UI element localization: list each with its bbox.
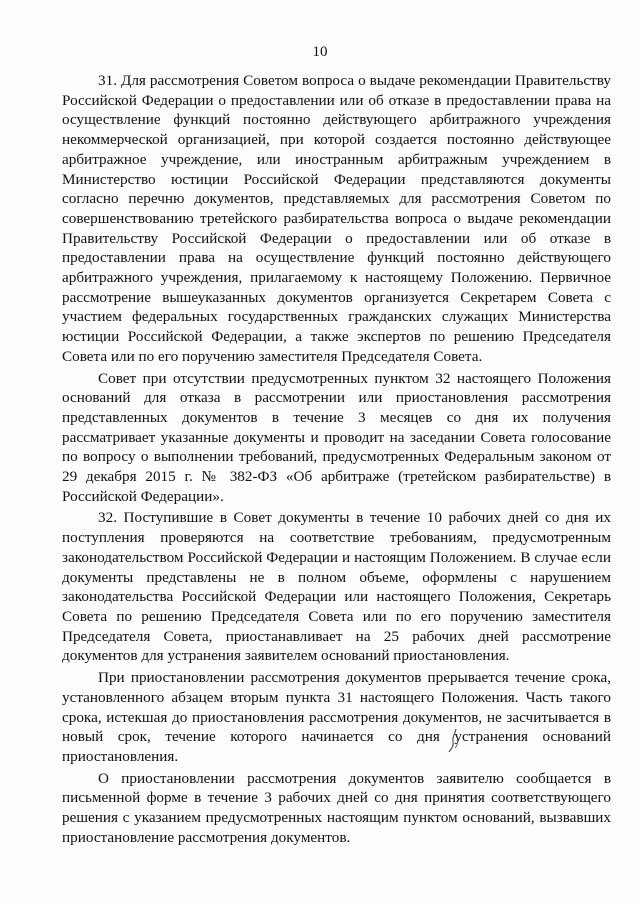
- pen-mark-icon: [446, 728, 464, 754]
- page-number: 10: [312, 44, 328, 60]
- paragraph-31: 31. Для рассмотрения Советом вопроса о выдаче рекомендации Правительству Российской Федерации о предоставлении или об отказе в предоставлении права на осуществление функций постоянно действующего арбитражного учреждения некоммерческой организацией, при которой создается постоянно действующее арбитражное учреждение, или иностранным арбитражным учреждением в Министерство юстиции Российской Федерации представляются документы согласно перечню документов, представляемых для рассмотрения Советом по совершенствованию третейского разбирательства вопроса о выдаче рекомендации Правительству Российской Федерации о предоставлении или об отказе в предоставлении права на осуществление функций постоянно действующего арбитражного учреждения, прилагаемому к настоящему Положению. Первичное рассмотрение вышеуказанных документов организуется Секретарем Совета с участием федеральных государственных гражданских служащих Министерства юстиции Российской Федерации, а также экспертов по решению Председателя Совета или по его поручению заместителя Председателя Совета.: [62, 72, 611, 365]
- paragraph-32: 32. Поступившие в Совет документы в течение 10 рабочих дней со дня их поступления проверяются на соответствие требованиям, предусмотренным законодательством Российской Федерации и настоящим Положением. В случае если документы представлены не в полном объеме, оформлены с нарушением законодательства Российской Федерации или настоящего Положения, Секретарь Совета по решению Председателя Совета или по его поручению заместителя Председателя Совета, приостанавливает на 25 рабочих дней рассмотрение документов для устранения заявителем оснований приостановления.: [62, 509, 611, 665]
- paragraph-31-council: Совет при отсутствии предусмотренных пунктом 32 настоящего Положения оснований для отказа в рассмотрении или приостановления рассмотрения представленных документов в течение 3 месяцев со дня их получения рассматривает указанные документы и проводит на заседании Совета голосование по вопросу о выполнении требований, предусмотренных Федеральным законом от 29 декабря 2015 г. № 382-ФЗ «Об арбитраже (третейском разбирательстве) в Российской Федерации».: [62, 369, 611, 505]
- paragraph-32-notification: О приостановлении рассмотрения документов заявителю сообщается в письменной форме в течение 3 рабочих дней со дня принятия соответствующего решения с указанием предусмотренных настоящим пунктом оснований, вызвавших приостановление рассмотрения документов.: [62, 769, 611, 846]
- document-body: [62, 71, 611, 847]
- paragraph-32-suspension: При приостановлении рассмотрения документов прерывается течение срока, установленного абзацем вторым пункта 31 настоящего Положения. Часть такого срока, истекшая до приостановления рассмотрения документов, не засчитывается в новый срок, течение которого начинается со дня устранения оснований приостановления.: [62, 669, 611, 765]
